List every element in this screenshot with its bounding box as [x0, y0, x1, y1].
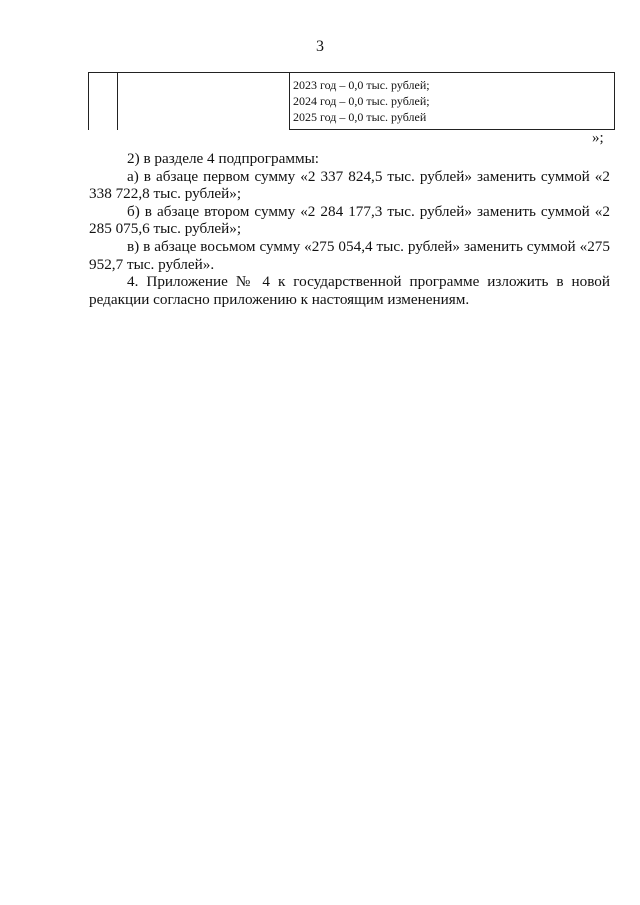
- funding-line-2023: 2023 год – 0,0 тыс. рублей;: [293, 78, 430, 92]
- table-cell-empty-2: [118, 73, 290, 130]
- paragraph-item-a: а) в абзаце первом сумму «2 337 824,5 тыс. рублей» заменить суммой «2 338 722,8 тыс. рублей»;: [89, 167, 610, 203]
- table-cell-funding: [290, 73, 615, 130]
- funding-line-2025: 2025 год – 0,0 тыс. рублей: [293, 110, 427, 124]
- paragraph-appendix-4: 4. Приложение № 4 к государственной программе изложить в новой редакции согласно приложению к настоящим изменениям.: [89, 273, 610, 308]
- paragraph-item-b: б) в абзаце втором сумму «2 284 177,3 тыс. рублей» заменить суммой «2 285 075,6 тыс. рублей»;: [89, 202, 610, 238]
- closing-quote: »;: [592, 130, 604, 146]
- page-number: 3: [316, 38, 324, 55]
- paragraph-section-4: 2) в разделе 4 подпрограммы:: [127, 150, 319, 167]
- table-cell-empty-1: [89, 73, 118, 130]
- paragraph-item-v: в) в абзаце восьмом сумму «275 054,4 тыс. рублей» заменить суммой «275 952,7 тыс. рублей».: [89, 237, 610, 273]
- funding-table: [88, 72, 615, 130]
- funding-line-2024: 2024 год – 0,0 тыс. рублей;: [293, 94, 430, 108]
- table-row: [89, 73, 615, 130]
- body-text: [89, 150, 610, 308]
